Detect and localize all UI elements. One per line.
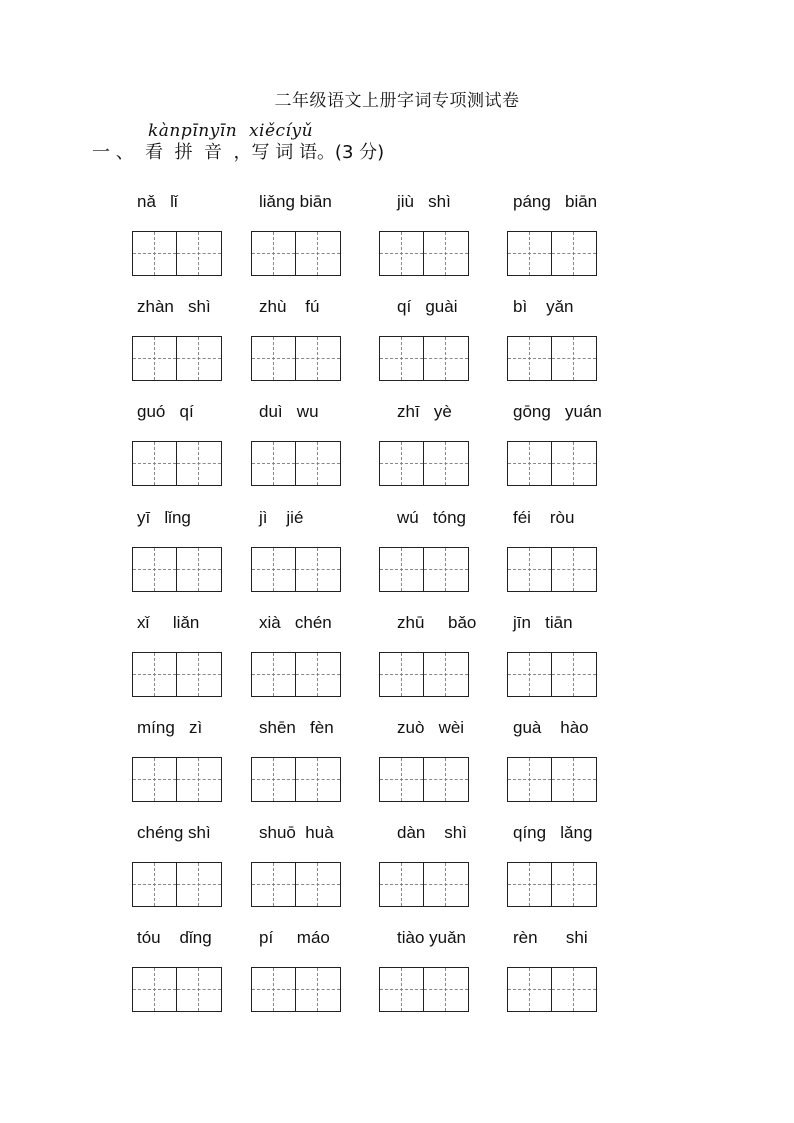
cell-guide-vertical (317, 232, 318, 275)
pinyin-prompt: shuō huà (259, 823, 334, 842)
character-cell[interactable] (133, 548, 177, 591)
character-cell[interactable] (508, 442, 552, 485)
character-cell[interactable] (380, 337, 424, 380)
pinyin-prompt: shēn fèn (259, 718, 334, 737)
answer-box[interactable] (251, 441, 341, 486)
character-cell[interactable] (296, 758, 340, 801)
answer-box[interactable] (251, 862, 341, 907)
character-cell[interactable] (133, 968, 177, 1011)
character-cell[interactable] (508, 758, 552, 801)
pinyin-prompt: nǎ lǐ (137, 192, 178, 211)
cell-guide-vertical (317, 863, 318, 906)
cell-guide-horizontal (552, 463, 596, 464)
pinyin-prompt: pí máo (259, 928, 330, 947)
pinyin-prompt: yī lǐng (137, 508, 191, 527)
section-1-heading: 一 、 看 拼 音 ，写 词 语。(3 分) (92, 142, 385, 163)
pinyin-prompt: guó qí (137, 402, 194, 421)
cell-guide-vertical (573, 442, 574, 485)
cell-guide-vertical (198, 863, 199, 906)
cell-guide-vertical (401, 337, 402, 380)
character-cell[interactable] (552, 758, 596, 801)
character-cell[interactable] (424, 863, 468, 906)
character-cell[interactable] (424, 548, 468, 591)
cell-guide-vertical (445, 232, 446, 275)
answer-box[interactable] (507, 336, 597, 381)
character-cell[interactable] (133, 758, 177, 801)
answer-box[interactable] (132, 652, 222, 697)
cell-guide-vertical (401, 232, 402, 275)
cell-guide-vertical (273, 758, 274, 801)
answer-box[interactable] (379, 231, 469, 276)
cell-guide-vertical (445, 968, 446, 1011)
pinyin-prompt: zhù fú (259, 297, 320, 316)
character-cell[interactable] (133, 653, 177, 696)
cell-guide-vertical (573, 863, 574, 906)
cell-guide-vertical (573, 548, 574, 591)
cell-guide-horizontal (424, 989, 468, 990)
cell-guide-vertical (154, 232, 155, 275)
cell-guide-vertical (198, 442, 199, 485)
answer-box[interactable] (507, 231, 597, 276)
cell-guide-vertical (529, 758, 530, 801)
cell-guide-horizontal (424, 779, 468, 780)
character-cell[interactable] (296, 232, 340, 275)
character-cell[interactable] (296, 337, 340, 380)
character-cell[interactable] (133, 337, 177, 380)
character-cell[interactable] (252, 758, 296, 801)
pinyin-prompt: tóu dǐng (137, 928, 212, 947)
pinyin-prompt: páng biān (513, 192, 598, 211)
pinyin-prompt: jiù shì (397, 192, 451, 211)
cell-guide-vertical (273, 968, 274, 1011)
character-cell[interactable] (380, 442, 424, 485)
cell-guide-vertical (573, 337, 574, 380)
character-cell[interactable] (177, 758, 221, 801)
cell-guide-vertical (445, 442, 446, 485)
character-cell[interactable] (252, 442, 296, 485)
cell-guide-vertical (273, 442, 274, 485)
pinyin-prompt: féi ròu (513, 508, 575, 527)
cell-guide-vertical (154, 968, 155, 1011)
character-cell[interactable] (552, 653, 596, 696)
cell-guide-vertical (401, 442, 402, 485)
section-1-pinyin-header: kànpīnyīn xiěcíyǔ (148, 121, 314, 141)
pinyin-prompt: dàn shì (397, 823, 467, 842)
cell-guide-horizontal (177, 779, 221, 780)
cell-guide-horizontal (296, 674, 340, 675)
cell-guide-horizontal (424, 358, 468, 359)
answer-box[interactable] (132, 336, 222, 381)
cell-guide-vertical (401, 968, 402, 1011)
answer-box[interactable] (251, 231, 341, 276)
cell-guide-horizontal (424, 463, 468, 464)
cell-guide-vertical (529, 863, 530, 906)
cell-guide-vertical (317, 758, 318, 801)
cell-guide-vertical (317, 442, 318, 485)
answer-box[interactable] (251, 336, 341, 381)
cell-guide-vertical (154, 863, 155, 906)
pinyin-prompt: rèn shi (513, 928, 588, 947)
character-cell[interactable] (508, 968, 552, 1011)
cell-guide-vertical (273, 548, 274, 591)
character-cell[interactable] (424, 653, 468, 696)
cell-guide-horizontal (177, 569, 221, 570)
character-cell[interactable] (296, 548, 340, 591)
character-cell[interactable] (252, 232, 296, 275)
cell-guide-horizontal (296, 253, 340, 254)
answer-box[interactable] (507, 757, 597, 802)
character-cell[interactable] (133, 442, 177, 485)
cell-guide-vertical (198, 758, 199, 801)
character-cell[interactable] (424, 968, 468, 1011)
pinyin-prompt: zhàn shì (137, 297, 211, 316)
cell-guide-vertical (573, 968, 574, 1011)
cell-guide-horizontal (296, 463, 340, 464)
cell-guide-vertical (529, 232, 530, 275)
answer-box[interactable] (379, 757, 469, 802)
cell-guide-vertical (401, 758, 402, 801)
character-cell[interactable] (380, 232, 424, 275)
character-cell[interactable] (296, 653, 340, 696)
character-cell[interactable] (380, 863, 424, 906)
cell-guide-vertical (154, 758, 155, 801)
cell-guide-vertical (445, 863, 446, 906)
answer-box[interactable] (132, 231, 222, 276)
cell-guide-horizontal (552, 674, 596, 675)
answer-box[interactable] (132, 967, 222, 1012)
cell-guide-vertical (573, 232, 574, 275)
answer-box[interactable] (251, 547, 341, 592)
cell-guide-horizontal (177, 463, 221, 464)
character-cell[interactable] (252, 653, 296, 696)
answer-box[interactable] (507, 967, 597, 1012)
cell-guide-vertical (529, 653, 530, 696)
character-cell[interactable] (177, 548, 221, 591)
answer-box[interactable] (379, 967, 469, 1012)
answer-box[interactable] (251, 757, 341, 802)
cell-guide-vertical (401, 863, 402, 906)
cell-guide-vertical (198, 548, 199, 591)
cell-guide-vertical (573, 653, 574, 696)
answer-box[interactable] (507, 547, 597, 592)
cell-guide-vertical (401, 653, 402, 696)
cell-guide-vertical (273, 863, 274, 906)
character-cell[interactable] (252, 337, 296, 380)
character-cell[interactable] (508, 548, 552, 591)
character-cell[interactable] (508, 863, 552, 906)
cell-guide-vertical (154, 653, 155, 696)
cell-guide-vertical (401, 548, 402, 591)
pinyin-prompt: xià chén (259, 613, 332, 632)
cell-guide-vertical (529, 442, 530, 485)
pinyin-prompt: zhū bǎo (397, 613, 477, 632)
cell-guide-horizontal (177, 253, 221, 254)
cell-guide-horizontal (424, 253, 468, 254)
cell-guide-vertical (154, 337, 155, 380)
cell-guide-vertical (573, 758, 574, 801)
pinyin-prompt: xǐ liǎn (137, 613, 200, 632)
answer-box[interactable] (132, 441, 222, 486)
cell-guide-horizontal (552, 358, 596, 359)
cell-guide-vertical (273, 653, 274, 696)
cell-guide-vertical (529, 548, 530, 591)
character-cell[interactable] (508, 232, 552, 275)
character-cell[interactable] (424, 232, 468, 275)
character-cell[interactable] (552, 968, 596, 1011)
cell-guide-vertical (198, 653, 199, 696)
pinyin-prompt: gōng yuán (513, 402, 602, 421)
character-cell[interactable] (133, 232, 177, 275)
cell-guide-horizontal (296, 358, 340, 359)
cell-guide-horizontal (552, 253, 596, 254)
pinyin-prompt: zuò wèi (397, 718, 465, 737)
cell-guide-vertical (317, 653, 318, 696)
cell-guide-vertical (273, 232, 274, 275)
character-cell[interactable] (552, 337, 596, 380)
character-cell[interactable] (552, 863, 596, 906)
pinyin-prompt: wú tóng (397, 508, 466, 527)
pinyin-prompt: bì yǎn (513, 297, 574, 316)
cell-guide-horizontal (552, 884, 596, 885)
cell-guide-horizontal (552, 779, 596, 780)
answer-box[interactable] (132, 757, 222, 802)
character-cell[interactable] (380, 548, 424, 591)
cell-guide-horizontal (552, 989, 596, 990)
cell-guide-horizontal (424, 674, 468, 675)
character-cell[interactable] (177, 442, 221, 485)
answer-box[interactable] (132, 547, 222, 592)
character-cell[interactable] (424, 442, 468, 485)
cell-guide-vertical (445, 548, 446, 591)
pinyin-prompt: jì jié (259, 508, 304, 527)
character-cell[interactable] (252, 968, 296, 1011)
pinyin-prompt: qíng lǎng (513, 823, 593, 842)
answer-box[interactable] (379, 652, 469, 697)
cell-guide-horizontal (177, 989, 221, 990)
cell-guide-horizontal (424, 569, 468, 570)
pinyin-prompt: jīn tiān (513, 613, 573, 632)
answer-box[interactable] (379, 336, 469, 381)
cell-guide-vertical (445, 653, 446, 696)
character-cell[interactable] (552, 442, 596, 485)
character-cell[interactable] (177, 337, 221, 380)
cell-guide-vertical (529, 968, 530, 1011)
pinyin-prompt: guà hào (513, 718, 589, 737)
answer-box[interactable] (379, 862, 469, 907)
cell-guide-vertical (317, 968, 318, 1011)
pinyin-prompt: chéng shì (137, 823, 211, 842)
cell-guide-vertical (198, 337, 199, 380)
cell-guide-vertical (445, 337, 446, 380)
cell-guide-horizontal (177, 884, 221, 885)
character-cell[interactable] (380, 653, 424, 696)
character-cell[interactable] (296, 442, 340, 485)
answer-box[interactable] (507, 652, 597, 697)
character-cell[interactable] (252, 548, 296, 591)
page-title: 二年级语文上册字词专项测试卷 (274, 91, 520, 111)
character-cell[interactable] (296, 968, 340, 1011)
cell-guide-vertical (154, 442, 155, 485)
pinyin-prompt: zhī yè (397, 402, 452, 421)
character-cell[interactable] (177, 863, 221, 906)
answer-box[interactable] (379, 547, 469, 592)
cell-guide-horizontal (296, 989, 340, 990)
character-cell[interactable] (508, 337, 552, 380)
cell-guide-horizontal (296, 884, 340, 885)
character-cell[interactable] (508, 653, 552, 696)
pinyin-prompt: míng zì (137, 718, 203, 737)
cell-guide-vertical (445, 758, 446, 801)
cell-guide-horizontal (296, 569, 340, 570)
cell-guide-vertical (198, 968, 199, 1011)
cell-guide-vertical (154, 548, 155, 591)
pinyin-prompt: qí guài (397, 297, 458, 316)
character-cell[interactable] (380, 968, 424, 1011)
answer-box[interactable] (507, 862, 597, 907)
character-cell[interactable] (296, 863, 340, 906)
answer-box[interactable] (251, 652, 341, 697)
cell-guide-horizontal (552, 569, 596, 570)
pinyin-prompt: tiào yuǎn (397, 928, 466, 947)
pinyin-prompt: duì wu (259, 402, 319, 421)
cell-guide-vertical (273, 337, 274, 380)
character-cell[interactable] (552, 232, 596, 275)
answer-box[interactable] (379, 441, 469, 486)
character-cell[interactable] (424, 758, 468, 801)
character-cell[interactable] (177, 968, 221, 1011)
cell-guide-vertical (529, 337, 530, 380)
cell-guide-horizontal (177, 674, 221, 675)
cell-guide-horizontal (296, 779, 340, 780)
cell-guide-horizontal (177, 358, 221, 359)
character-cell[interactable] (424, 337, 468, 380)
answer-box[interactable] (251, 967, 341, 1012)
cell-guide-vertical (317, 337, 318, 380)
character-cell[interactable] (252, 863, 296, 906)
answer-box[interactable] (507, 441, 597, 486)
cell-guide-horizontal (424, 884, 468, 885)
character-cell[interactable] (177, 653, 221, 696)
cell-guide-vertical (198, 232, 199, 275)
pinyin-prompt: liǎng biān (259, 192, 332, 211)
character-cell[interactable] (133, 863, 177, 906)
cell-guide-vertical (317, 548, 318, 591)
character-cell[interactable] (552, 548, 596, 591)
character-cell[interactable] (380, 758, 424, 801)
character-cell[interactable] (177, 232, 221, 275)
answer-box[interactable] (132, 862, 222, 907)
